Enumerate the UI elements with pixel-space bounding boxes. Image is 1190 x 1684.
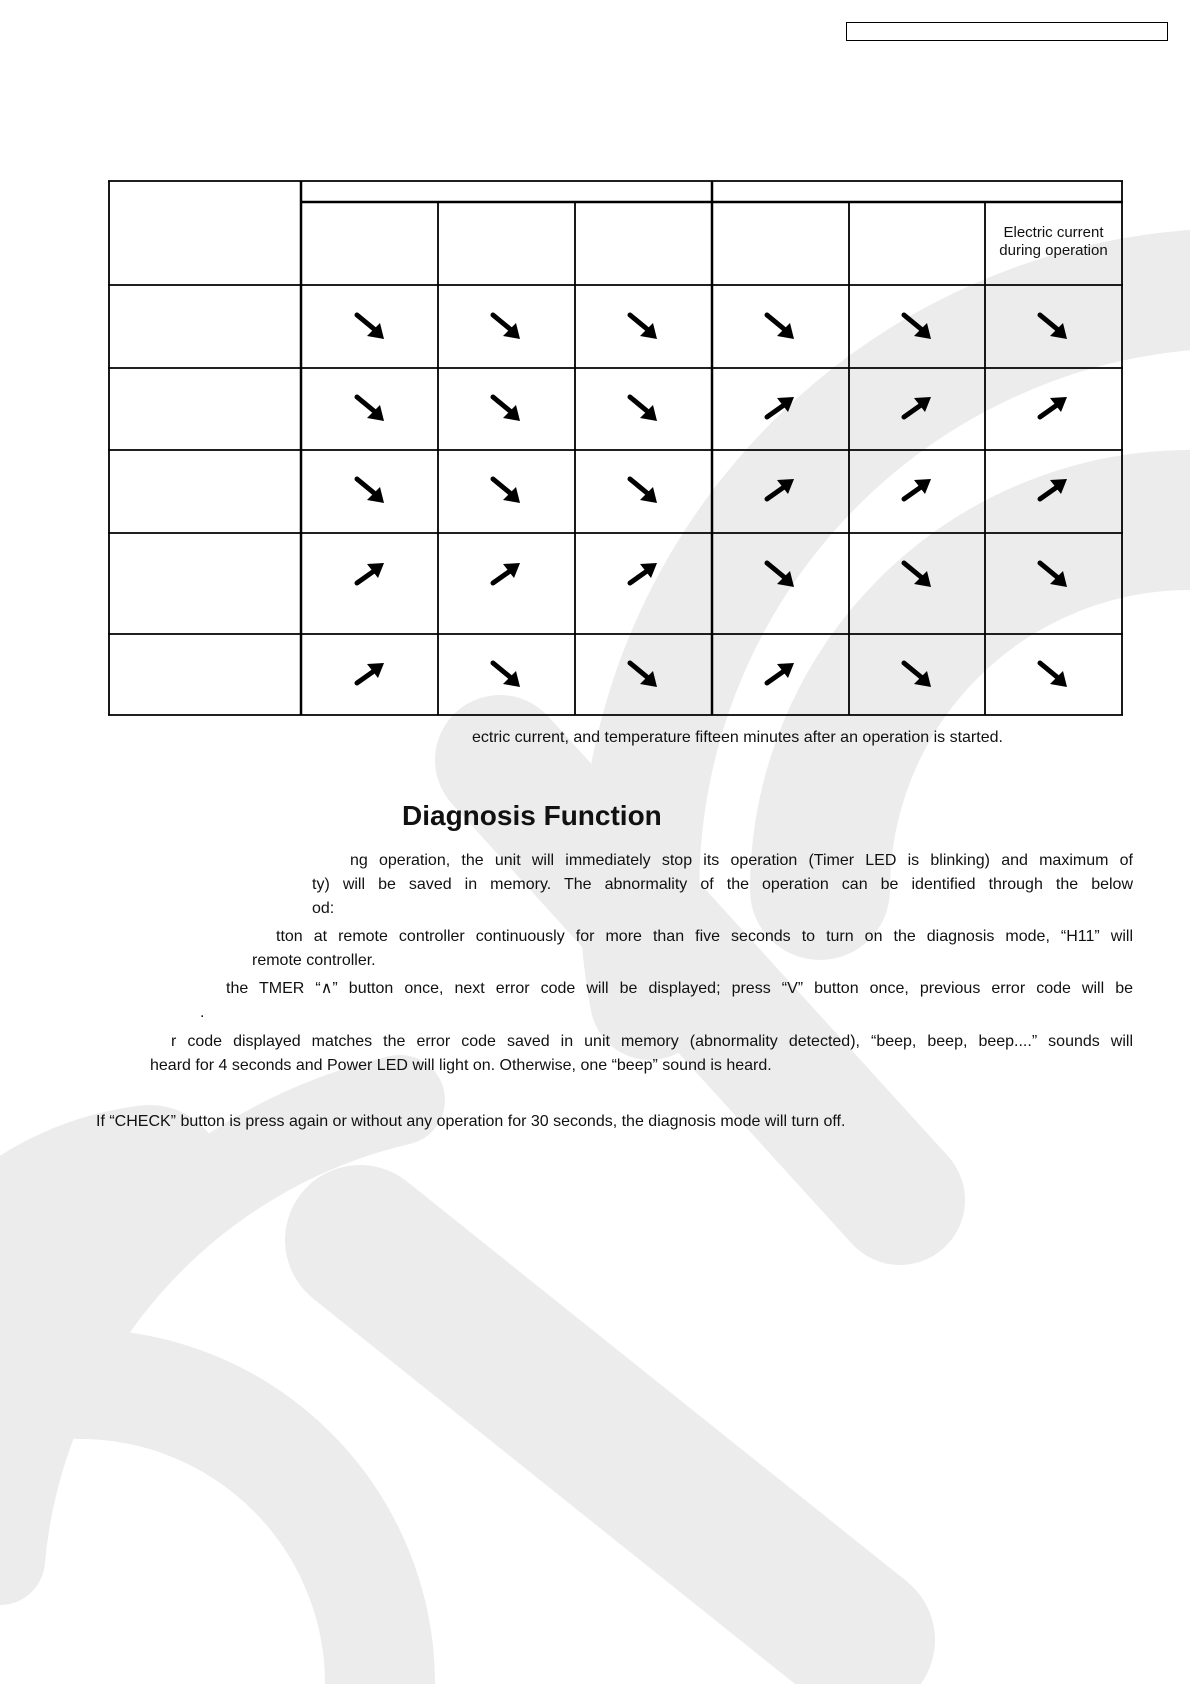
arrow-up-icon [357, 563, 384, 583]
arrow-down-icon [357, 479, 384, 503]
paragraph-1-line-1: ng operation, the unit will immediately stop its operation (Timer LED is blinking) and maximum of [350, 852, 1133, 869]
paragraph-4 [150, 1030, 1133, 1078]
arrow-up-icon [767, 397, 794, 417]
arrow-up-icon [904, 397, 931, 417]
paragraph-2 [252, 925, 1133, 973]
arrow-down-icon [630, 479, 657, 503]
arrow-down-icon [493, 315, 520, 339]
arrow-down-icon [493, 397, 520, 421]
arrow-down-icon [357, 397, 384, 421]
paragraph-3-line-1: the TMER “∧” button once, next error code will be displayed; press “V” button once, previous error code will be [226, 980, 1133, 997]
paragraph-2-line-1: tton at remote controller continuously for more than five seconds to turn on the diagnosis mode, “H11” will [276, 928, 1133, 945]
arrow-down-icon [630, 397, 657, 421]
paragraph-4-line-2: heard for 4 seconds and Power LED will light on. Otherwise, one “beep” sound is heard. [150, 1057, 772, 1074]
arrow-down-icon [904, 663, 931, 687]
paragraph-1-line-3: od: [312, 900, 335, 917]
arrow-up-icon [904, 479, 931, 499]
arrow-up-icon [1040, 397, 1067, 417]
paragraph-1 [312, 849, 1133, 921]
arrow-up-icon [493, 563, 520, 583]
arrow-up-icon [630, 563, 657, 583]
symptom-table [0, 0, 1190, 720]
paragraph-5: If “CHECK” button is press again or without any operation for 30 seconds, the diagnosis mode will turn off. [96, 1113, 846, 1130]
paragraph-1-line-2: ty) will be saved in memory. The abnormality of the operation can be identified through the below [312, 876, 1133, 893]
arrow-down-icon [1040, 563, 1067, 587]
paragraph-2-line-2: remote controller. [252, 952, 376, 969]
arrow-down-icon [767, 315, 794, 339]
paragraph-3 [152, 977, 1133, 1025]
arrow-down-icon [904, 315, 931, 339]
arrow-down-icon [767, 563, 794, 587]
arrow-up-icon [1040, 479, 1067, 499]
arrow-down-icon [493, 479, 520, 503]
column-header-electric-current: Electric current during operation [999, 224, 1108, 259]
section-title: Diagnosis Function [402, 800, 662, 831]
arrow-down-icon [904, 563, 931, 587]
arrow-down-icon [630, 315, 657, 339]
arrow-up-icon [357, 663, 384, 683]
arrow-down-icon [493, 663, 520, 687]
paragraph-4-line-1: r code displayed matches the error code saved in unit memory (abnormality detected), “beep, beep, beep....” sounds will [171, 1033, 1133, 1050]
arrow-down-icon [1040, 315, 1067, 339]
table-footnote: ectric current, and temperature fifteen minutes after an operation is started. [472, 729, 1003, 746]
arrow-up-icon [767, 479, 794, 499]
arrow-down-icon [630, 663, 657, 687]
arrow-down-icon [357, 315, 384, 339]
arrow-down-icon [1040, 663, 1067, 687]
paragraph-3-line-2: . [200, 1004, 205, 1021]
arrow-up-icon [767, 663, 794, 683]
